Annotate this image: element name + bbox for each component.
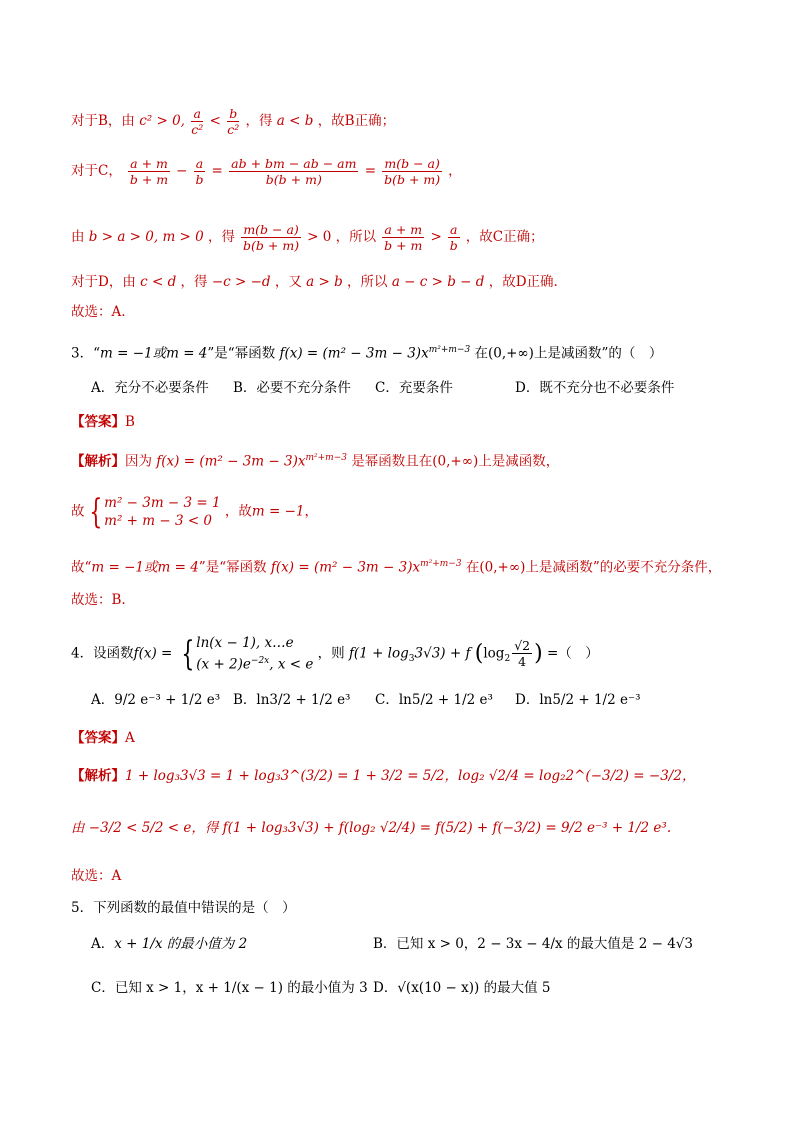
choose-line-1: 故选：A.: [71, 304, 126, 320]
option-math: 9/2 e⁻³ + 1/2 e³: [114, 692, 221, 708]
connector: ，又: [274, 274, 302, 290]
option-label: B．: [373, 936, 397, 952]
q4-option-a[interactable]: [91, 690, 220, 710]
q4-expr-1: f(1 + log: [348, 645, 409, 662]
fraction-denominator: b: [449, 238, 458, 253]
solution-b-tail: ，故B正确；: [317, 113, 396, 129]
q3-choose: 故选：B.: [71, 592, 126, 608]
q4-option-d[interactable]: [515, 690, 641, 710]
option-math: ln3/2 + 1/2 e³: [256, 692, 351, 708]
fraction-a-plus-m-over-b-plus-m: [382, 222, 424, 253]
fraction-numerator: a: [195, 156, 204, 171]
option-label: B．: [233, 692, 257, 708]
fraction-expanded: [229, 156, 358, 187]
q4-stem-c: =（ ）: [547, 645, 599, 662]
fraction-numerator: m(b − a): [243, 222, 299, 237]
option-label: C．: [91, 980, 115, 996]
answer-heading: 【答案】: [71, 730, 125, 746]
solution-c2-lead: 由: [71, 229, 85, 245]
x-var: x: [412, 559, 421, 576]
fraction-numerator: √2: [514, 638, 531, 654]
fraction-a-over-c2: [191, 106, 203, 137]
solution-b-ineq: a < b: [276, 113, 314, 129]
question-5-stem: 5．下列函数的最值中错误的是（ ）: [71, 900, 296, 916]
fraction-simplified: [382, 156, 441, 187]
option-text: 已知 x > 0，2 − 3x − 4/x 的最大值是 2 − 4√3: [396, 936, 693, 952]
fraction-denominator: b + m: [384, 238, 423, 253]
greater-than-sign: >: [430, 229, 442, 245]
fraction-numerator: ab + bm − ab − am: [231, 156, 357, 171]
left-brace-icon: {: [180, 633, 194, 674]
analysis-text: ，故: [224, 503, 252, 520]
q3-analysis-line-1: [71, 448, 559, 472]
option-text: √(x(10 − x)) 的最大值 5: [397, 980, 551, 996]
option-label: A．: [91, 692, 115, 708]
solution-d-line: [71, 272, 558, 292]
option-math: ln5/2 + 1/2 e³: [398, 692, 493, 708]
fraction-numerator: a + m: [130, 156, 168, 171]
answer-value: A: [125, 730, 135, 746]
result: m = −1: [251, 503, 305, 520]
q4-function: f(x) =: [133, 645, 173, 662]
log-base: 3: [408, 653, 415, 664]
option-label: C．: [375, 692, 399, 708]
analysis-text: 故“: [71, 559, 92, 576]
analysis-math: 1 + log₃3√3 = 1 + log₃3^(3/2) = 1 + 3/2 = 5/2，log₂ √2/4 = log₂2^(−3/2) = −3/2，: [125, 768, 696, 784]
solution-d-lead: 对于D，由: [71, 274, 136, 290]
analysis-text: 在: [465, 559, 480, 576]
answer-heading: 【答案】: [71, 414, 125, 430]
q4-stem-a: 4．设函数: [71, 645, 134, 662]
solution-c2-mid2: ，所以: [335, 229, 377, 245]
solution-b-mid: ，得: [245, 113, 273, 129]
q4-choose: 故选：A: [71, 868, 122, 884]
analysis-text: 是幂函数且在: [351, 453, 433, 470]
q3-stem-a: 3．“: [71, 345, 100, 362]
fraction-denominator: b(b + m): [265, 172, 322, 187]
q3-option-d[interactable]: D．既不充分也不必要条件: [515, 380, 675, 396]
left-paren: (: [474, 640, 484, 666]
analysis-text: 故: [71, 503, 85, 520]
fraction-denominator: 4: [518, 654, 527, 670]
power-function: f(x) = (m² − 3m − 3): [156, 453, 298, 470]
q5-option-a[interactable]: [91, 934, 247, 954]
q4-analysis-line-1: [71, 766, 695, 786]
fraction-sqrt2-over-4: [512, 638, 532, 669]
fraction-denominator: b(b + m): [243, 238, 300, 253]
analysis-text: 因为: [125, 453, 152, 470]
analysis-text: ”是“幂函数: [198, 559, 267, 576]
exponent: m²+m−3: [305, 453, 347, 463]
fraction-numerator: b: [229, 106, 238, 121]
piecewise-cases: [196, 634, 313, 674]
fraction-m-b-minus-a: [241, 222, 300, 253]
equation-system: [104, 494, 220, 530]
option-label: D．: [515, 692, 540, 708]
q4-option-c[interactable]: [375, 690, 493, 710]
solution-b-lead: 对于B，由: [71, 113, 135, 129]
inequality: a > b: [306, 274, 343, 290]
case-2-exponent: −2x: [250, 656, 270, 666]
analysis-heading: 【解析】: [71, 453, 125, 470]
analysis-heading: 【解析】: [71, 768, 125, 784]
option-text: 已知 x > 1，x + 1/(x − 1) 的最小值为 3: [114, 980, 368, 996]
solution-b-expr: c² > 0,: [139, 113, 185, 129]
option-label: A．: [91, 936, 115, 952]
fraction-a-plus-m-over-b-plus-m: [128, 156, 170, 187]
solution-c2-mid: ，得: [208, 229, 236, 245]
q3-stem-c: ”是“幂函数: [207, 345, 276, 362]
q3-exponent: m²+m−3: [428, 345, 471, 355]
fraction-denominator: b(b + m): [384, 172, 441, 187]
q3-power-function: f(x) = (m² − 3m − 3): [279, 345, 422, 362]
log-base: 2: [504, 653, 511, 664]
q3-interval: (0,+∞): [487, 345, 534, 362]
x-var: x: [297, 453, 306, 470]
connector: ，得: [180, 274, 208, 290]
q3-option-b[interactable]: B．必要不充分条件: [233, 380, 351, 396]
solution-c-line-1: [71, 156, 462, 187]
power-function: f(x) = (m² − 3m − 3): [270, 559, 413, 576]
q4-analysis-line-2: [71, 818, 671, 838]
answer-value: B: [125, 414, 135, 430]
q5-option-b[interactable]: [373, 934, 693, 954]
inequality: −c > −d: [211, 274, 271, 290]
q3-option-a[interactable]: A．充分不必要条件: [91, 380, 209, 396]
condition: m = −1或m = 4: [91, 559, 199, 576]
analysis-text: 上是减函数，: [478, 453, 560, 470]
inequality: a − c > b − d: [391, 274, 485, 290]
punctuation: ，: [448, 163, 462, 179]
q4-answer: [71, 728, 135, 748]
option-label: D．: [373, 980, 398, 996]
right-paren: ): [534, 640, 543, 666]
case-2: (x + 2)e: [196, 656, 251, 673]
q3-analysis-line-2: [71, 494, 318, 530]
q3-x: x: [421, 345, 429, 362]
fraction-denominator: c²: [227, 122, 240, 137]
analysis-math: 由 −3/2 < 5/2 < e，得 f(1 + log₃3√3) + f(log₂ √2/4) = f(5/2) + f(−3/2) = 9/2 e⁻³ + 1/2 e³.: [71, 820, 672, 836]
system-equation-1: m² − 3m − 3 = 1: [104, 495, 221, 511]
fraction-numerator: a + m: [384, 222, 423, 237]
q3-stem-d: 在: [474, 345, 488, 362]
q5-option-c[interactable]: [91, 978, 368, 998]
q3-analysis-line-3: [71, 554, 721, 578]
fraction-a-over-b: [448, 222, 459, 253]
case-2-condition: , x < e: [269, 656, 314, 673]
analysis-text: 上是减函数”的必要不充分条件，: [525, 559, 722, 576]
q3-answer: [71, 412, 135, 432]
q3-condition: m = −1或m = 4: [100, 345, 208, 362]
q3-stem-e: 上是减函数”的（ ）: [533, 345, 663, 362]
equals-sign: =: [211, 163, 223, 179]
left-brace-icon: {: [88, 492, 102, 532]
q3-option-c[interactable]: C．充要条件: [375, 380, 453, 396]
inequality: c < d: [140, 274, 177, 290]
fraction-numerator: a: [450, 222, 458, 237]
equals-sign: =: [364, 163, 377, 179]
minus-sign: −: [176, 163, 188, 179]
less-than-sign: <: [209, 113, 221, 129]
solution-d-tail: ，故D正确.: [488, 274, 558, 290]
interval: (0,+∞): [479, 559, 526, 576]
case-1: ln(x − 1), x…e: [196, 635, 294, 651]
system-equation-2: m² + m − 3 < 0: [104, 513, 213, 529]
interval: (0,+∞): [432, 453, 479, 470]
fraction-a-over-b: [194, 156, 205, 187]
fraction-numerator: a: [191, 106, 203, 122]
solution-c-lead: 对于C，: [71, 163, 122, 179]
option-text: x + 1/x 的最小值为 2: [114, 936, 248, 952]
option-math: ln5/2 + 1/2 e⁻³: [539, 692, 641, 708]
solution-b-line: [71, 106, 395, 137]
fraction-denominator: c²: [191, 122, 204, 137]
greater-than-zero: > 0: [307, 229, 332, 245]
fraction-denominator: b + m: [129, 172, 169, 187]
q5-option-d[interactable]: [373, 978, 550, 998]
fraction-numerator: m(b − a): [384, 156, 440, 171]
q4-option-b[interactable]: [233, 690, 350, 710]
log-label: log: [483, 645, 505, 662]
fraction-denominator: b: [195, 172, 204, 187]
fraction-b-over-c2: [227, 106, 239, 137]
connector: ，所以: [347, 274, 388, 290]
exponent: m²+m−3: [420, 559, 462, 569]
solution-c2-tail: ，故C正确；: [465, 229, 544, 245]
solution-c2-condition: b > a > 0, m > 0: [88, 229, 204, 245]
q4-stem-b: ，则: [317, 645, 345, 662]
q4-expr-1b: 3√3) + f: [414, 645, 471, 662]
question-4-stem: [71, 634, 599, 674]
solution-c-line-2: [71, 222, 544, 253]
question-3-stem: [71, 340, 662, 364]
analysis-text: ，: [304, 503, 319, 520]
